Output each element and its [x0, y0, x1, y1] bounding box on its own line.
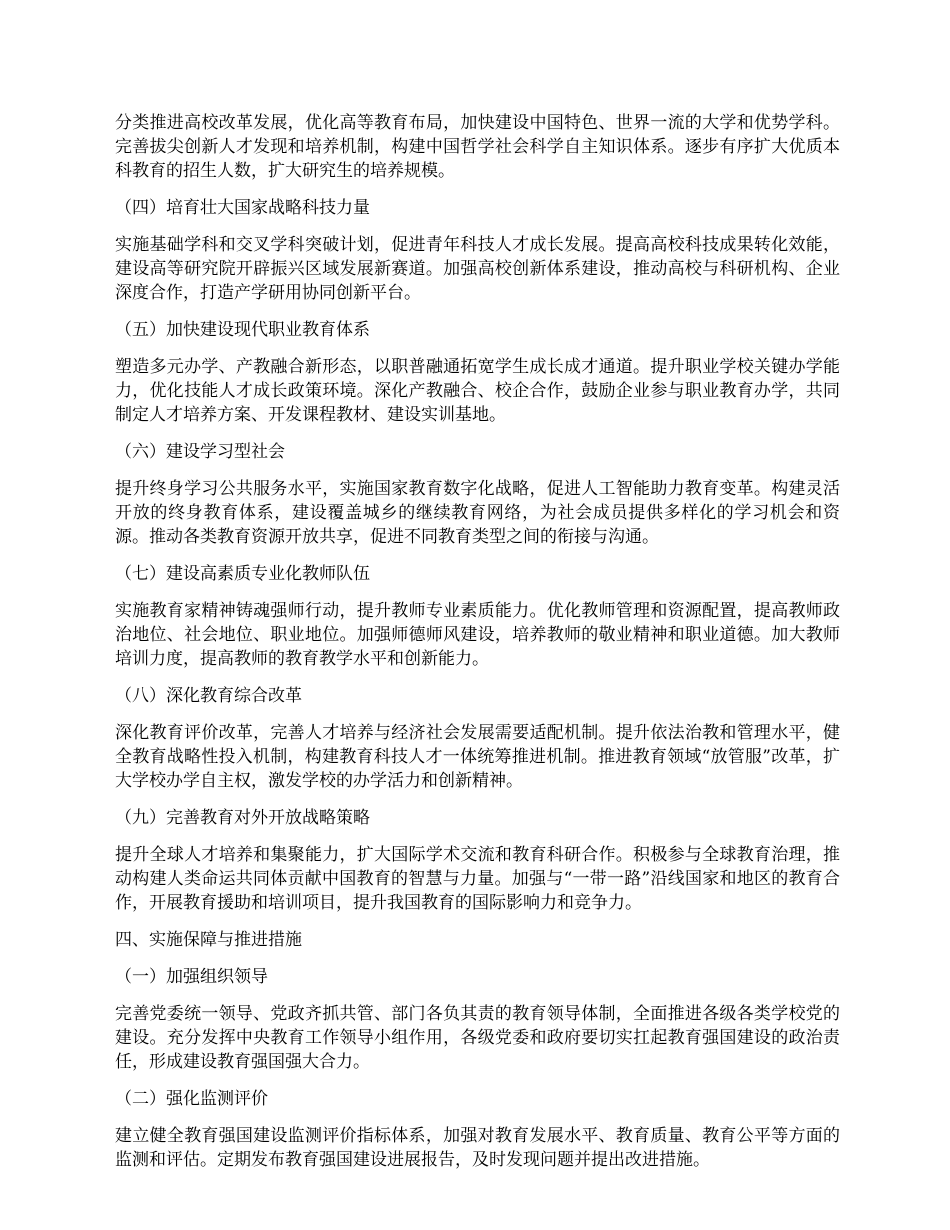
paragraph: 实施教育家精神铸魂强师行动，提升教师专业素质能力。优化教师管理和资源配置，提高教师政治地位、社会地位、职业地位。加强师德师风建设，培养教师的敬业精神和职业道德。加大教师培训力度，提高教师的教育教学水平和创新能力。: [115, 601, 840, 669]
paragraph: 实施基础学科和交叉学科突破计划，促进青年科技人才成长发展。提高高校科技成果转化效能，建设高等研究院开辟振兴区域发展新赛道。加强高校创新体系建设，推动高校与科研机构、企业深度合作，打造产学研用协同创新平台。: [115, 235, 840, 303]
section-heading: （二）强化监测评价: [115, 1089, 268, 1109]
chapter-heading: 四、实施保障与推进措施: [115, 930, 302, 950]
paragraph: 提升终身学习公共服务水平，实施国家教育数字化战略，促进人工智能助力教育变革。构建灵活开放的终身教育体系，建设覆盖城乡的继续教育网络，为社会成员提供多样化的学习机会和资源。推动各类教育资源开放共享，促进不同教育类型之间的衔接与沟通。: [115, 479, 840, 547]
paragraph: 提升全球人才培养和集聚能力，扩大国际学术交流和教育科研合作。积极参与全球教育治理，推动构建人类命运共同体贡献中国教育的智慧与力量。加强与“一带一路”沿线国家和地区的教育合作，开展教育援助和培训项目，提升我国教育的国际影响力和竞争力。: [115, 845, 840, 913]
section-heading: （五）加快建设现代职业教育体系: [115, 320, 370, 340]
section-heading: （八）深化教育综合改革: [115, 686, 302, 706]
section-heading: （七）建设高素质专业化教师队伍: [115, 564, 370, 584]
paragraph: 深化教育评价改革，完善人才培养与经济社会发展需要适配机制。提升依法治教和管理水平，健全教育战略性投入机制，构建教育科技人才一体统筹推进机制。推进教育领域“放管服”改革，扩大学校办学自主权，激发学校的办学活力和创新精神。: [115, 723, 840, 791]
section-heading: （一）加强组织领导: [115, 967, 268, 987]
paragraph: 分类推进高校改革发展，优化高等教育布局，加快建设中国特色、世界一流的大学和优势学科。完善拔尖创新人才发现和培养机制，构建中国哲学社会科学自主知识体系。逐步有序扩大优质本科教育的招生人数，扩大研究生的培养规模。: [115, 113, 840, 181]
document-body: [115, 111, 840, 1185]
paragraph: 塑造多元办学、产教融合新形态，以职普融通拓宽学生成长成才通道。提升职业学校关键办学能力，优化技能人才成长政策环境。深化产教融合、校企合作，鼓励企业参与职业教育办学，共同制定人才培养方案、开发课程教材、建设实训基地。: [115, 357, 840, 425]
section-heading: （九）完善教育对外开放战略策略: [115, 808, 370, 828]
paragraph: 完善党委统一领导、党政齐抓共管、部门各负其责的教育领导体制，全面推进各级各类学校党的建设。充分发挥中央教育工作领导小组作用，各级党委和政府要切实扛起教育强国建设的政治责任，形成建设教育强国强大合力。: [115, 1004, 840, 1072]
paragraph: 建立健全教育强国建设监测评价指标体系，加强对教育发展水平、教育质量、教育公平等方面的监测和评估。定期发布教育强国建设进展报告，及时发现问题并提出改进措施。: [115, 1126, 840, 1170]
section-heading: （六）建设学习型社会: [115, 442, 285, 462]
section-heading: （四）培育壮大国家战略科技力量: [115, 198, 370, 218]
